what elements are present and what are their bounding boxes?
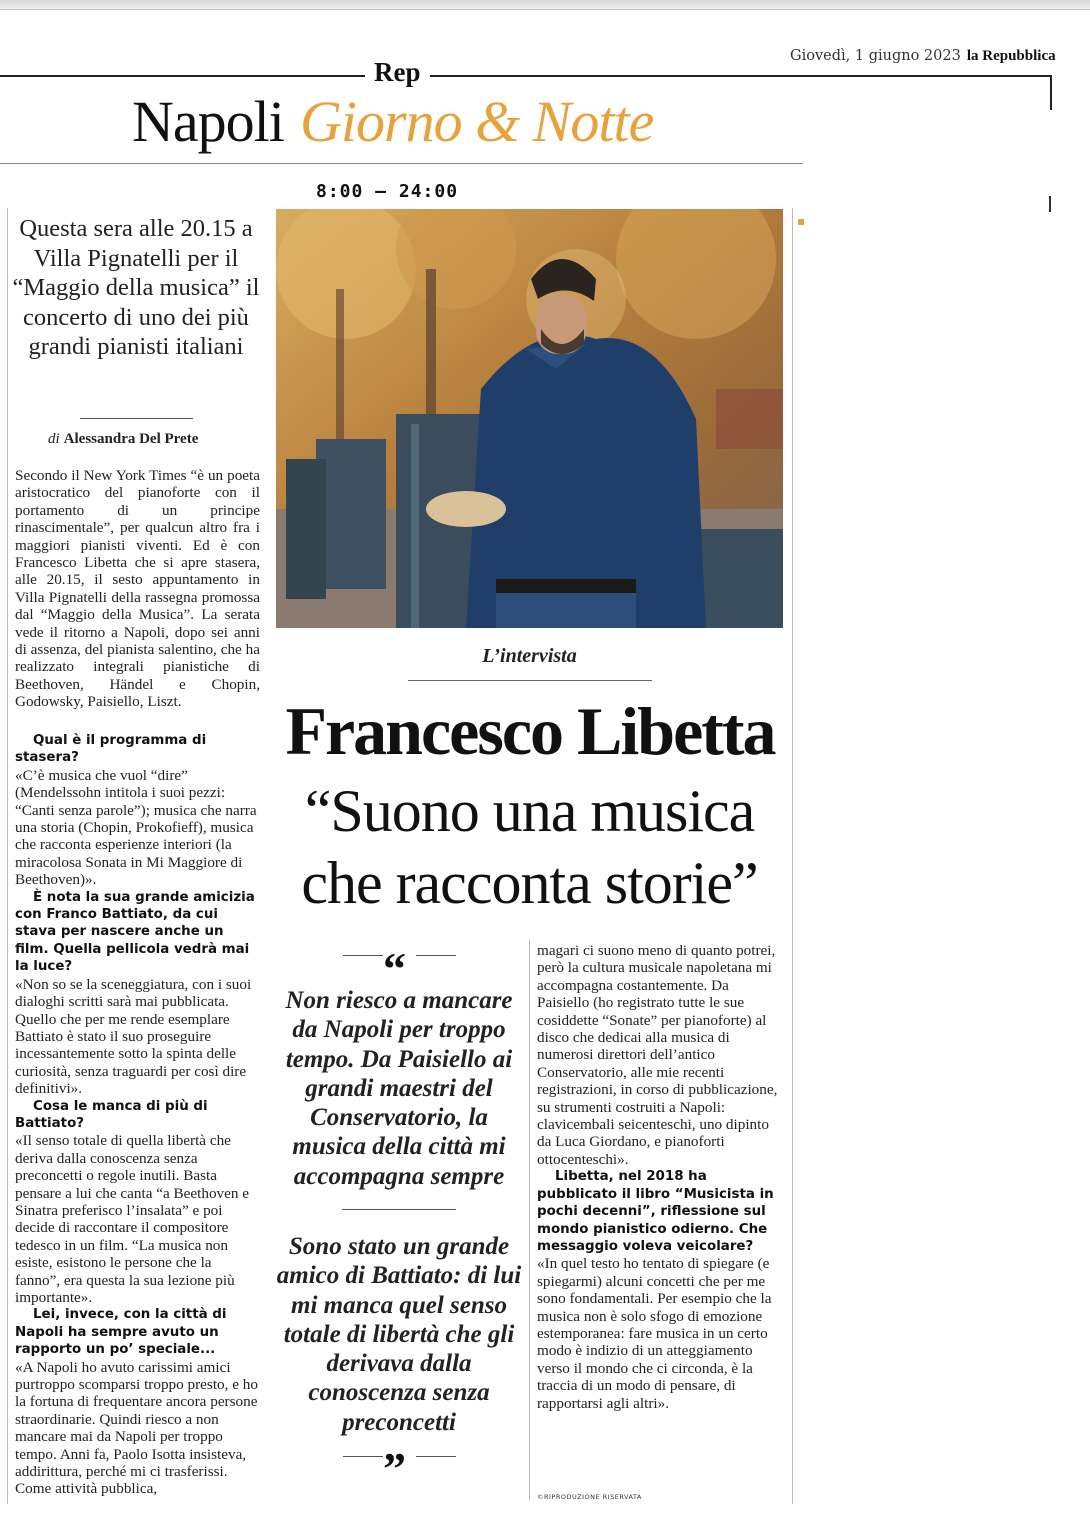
column-rule-middle [529, 940, 530, 1500]
pull-quote-divider [342, 1209, 456, 1210]
column-rule-left [7, 208, 8, 1504]
article-headline: Francesco Libetta [285, 693, 775, 769]
article-kicker: L’intervista [482, 645, 577, 667]
summary-rule [80, 418, 193, 419]
copyright-notice: ©RIPRODUZIONE RISERVATA [537, 1493, 642, 1501]
browser-top-bar [0, 0, 1090, 10]
question-4: Lei, invece, con la città di Napoli ha sempre avuto un rapporto un po’ speciale... [15, 1307, 227, 1358]
answer-4-continued: magari ci suono meno di quanto potrei, però la cultura musicale napoletana mi accompagna costantemente. Da Paisiello (ho registrato tutte le sue cosiddette “Sonate” per pianoforte) al disco che dedicai alla musica di numerosi direttori dell’antico Conservatorio, alle mie recenti registrazioni, in corso di pubblicazione, su strumenti costruiti a Napoli: clavicembali seicenteschi, uno dipinto da Luca Giordano, e pianoforti ottocenteschi». [537, 942, 778, 1168]
section-title-city: Napoli [132, 89, 284, 154]
author-name: Alessandra Del Prete [63, 431, 199, 447]
newspaper-name: la Repubblica [966, 48, 1056, 64]
question-2: È nota la sua grande amicizia con Franco Battiato, da cui stava per nascere anche un film. Quella pellicola vedrà mai la luce? [15, 889, 255, 975]
article-summary: Questa sera alle 20.15 a Villa Pignatelli per il “Maggio della musica” il concerto di uno dei più grandi pianisti italiani [12, 215, 260, 360]
interview-block-1 [15, 732, 260, 1498]
header-rule-tick [1050, 75, 1052, 110]
rep-mark: Rep [374, 57, 421, 87]
answer-1: «C’è musica che vuol “dire” (Mendelssohn intitola i suoi pezzi: “Canti senza parole”); musica che narra una storia (Chopin, Prokofieff), musica che racconta esperienze interiori (la miracolosa Sonata in Mi Maggiore di Beethoven)». [15, 766, 257, 889]
open-quote-icon: “ [383, 943, 406, 994]
accent-dot [798, 219, 804, 225]
photo-illustration [276, 209, 783, 628]
section-title-name: Giorno & Notte [300, 89, 654, 154]
question-5: Libetta, nel 2018 ha pubblicato il libro “Musicista in pochi decenni”, riflessione sul mondo pianistico odierno. Che messaggio voleva veicolare? [537, 1169, 774, 1254]
column-rule-right [792, 208, 793, 1504]
interview-block-2 [537, 942, 782, 1412]
close-quote-icon: ” [383, 1443, 406, 1494]
article-intro: Secondo il New York Times “è un poeta aristocratico del pianoforte con il portamento di un principe rinascimentale”, per qualcun altro fra i maggiori pianisti viventi. Ed è con Francesco Libetta che si apre stasera, alle 20.15, il sesto appuntamento in Villa Pignatelli della rassegna promossa dal “Maggio della Musica”. La serata vede il ritorno a Napoli, dopo sei anni di assenza, del pianista salentino, che ha realizzato integrali pianistiche di Beethoven, Händel e Chopin, Godowsky, Paisiello, Liszt. [15, 467, 260, 711]
headline-quote [276, 775, 783, 919]
section-hours: 8:00 – 24:00 [316, 181, 459, 202]
answer-4: «A Napoli ho avuto carissimi amici purtroppo scomparsi troppo presto, e ho la fortuna di frequentare ancora persone straordinarie. Quindi riesco a non mancare mai da Napoli per troppo tempo. Anni fa, Paolo Isotta insisteva, addirittura, perché mi ci trasferissi. Come attività pubblica, [15, 1358, 258, 1498]
title-rule [0, 163, 803, 164]
question-3: Cosa le manca di più di Battiato? [15, 1098, 208, 1131]
header-rule-right [430, 75, 1052, 77]
answer-5: «In quel testo ho tentato di spiegare (e spiegarmi) alcuni concetti che per me sono fondamentali. Per esempio che la musica non è solo sfogo di emozione estemporanea: fare musica in un certo modo è indizio di un atteggiamento verso il mondo che ci circonda, è la traccia di un modo di pensare, di rapportarsi agli altri». [537, 1255, 772, 1412]
headline-quote-line-1: “Suono una musica [304, 778, 755, 844]
pull-quote-rule [416, 1456, 456, 1457]
pianist-photo [276, 209, 783, 628]
answer-2: «Non so se la sceneggiatura, con i suoi dialoghi scritti sarà mai pubblicata. Quello che per me rende esemplare Battiato è stato il suo proseguire incessantemente sotto la spinta delle curiosità, senza traguardi per così dire definitivi». [15, 975, 252, 1098]
answer-3: «Il senso totale di quella libertà che deriva dalla conoscenza senza preconcetti o regole inutili. Basta pensare a lui che canta “a Beethoven e Sinatra preferisco l’insalata” e poi decide di raccontare il compositore tedesco in un film. “La musica non esiste, esistono le persone che la fanno”, era questa la sua lezione più importante». [15, 1132, 250, 1306]
headline-quote-line-2: che racconta storie” [301, 850, 758, 916]
question-1: Qual è il programma di stasera? [15, 733, 207, 766]
pull-quote-rule [416, 955, 456, 956]
byline: di Alessandra Del Prete [48, 431, 199, 447]
pull-quote-rule [343, 1456, 383, 1457]
page-edge-mark [1049, 196, 1051, 212]
pull-quote-rule [343, 955, 383, 956]
pull-quote-2: Sono stato un grande amico di Battiato: di lui mi manca quel senso totale di libertà che gli derivava dalla conoscenza senza preconcetti [276, 1233, 522, 1436]
pull-quote-1: Non riesco a mancare da Napoli per troppo tempo. Da Paisiello ai grandi maestri del Conservatorio, la musica della città mi accompagna sempre [285, 987, 513, 1190]
kicker-rule [408, 680, 652, 681]
header-rule-left [0, 75, 365, 77]
issue-date: Giovedì, 1 giugno 2023 la Repubblica [790, 48, 1056, 64]
